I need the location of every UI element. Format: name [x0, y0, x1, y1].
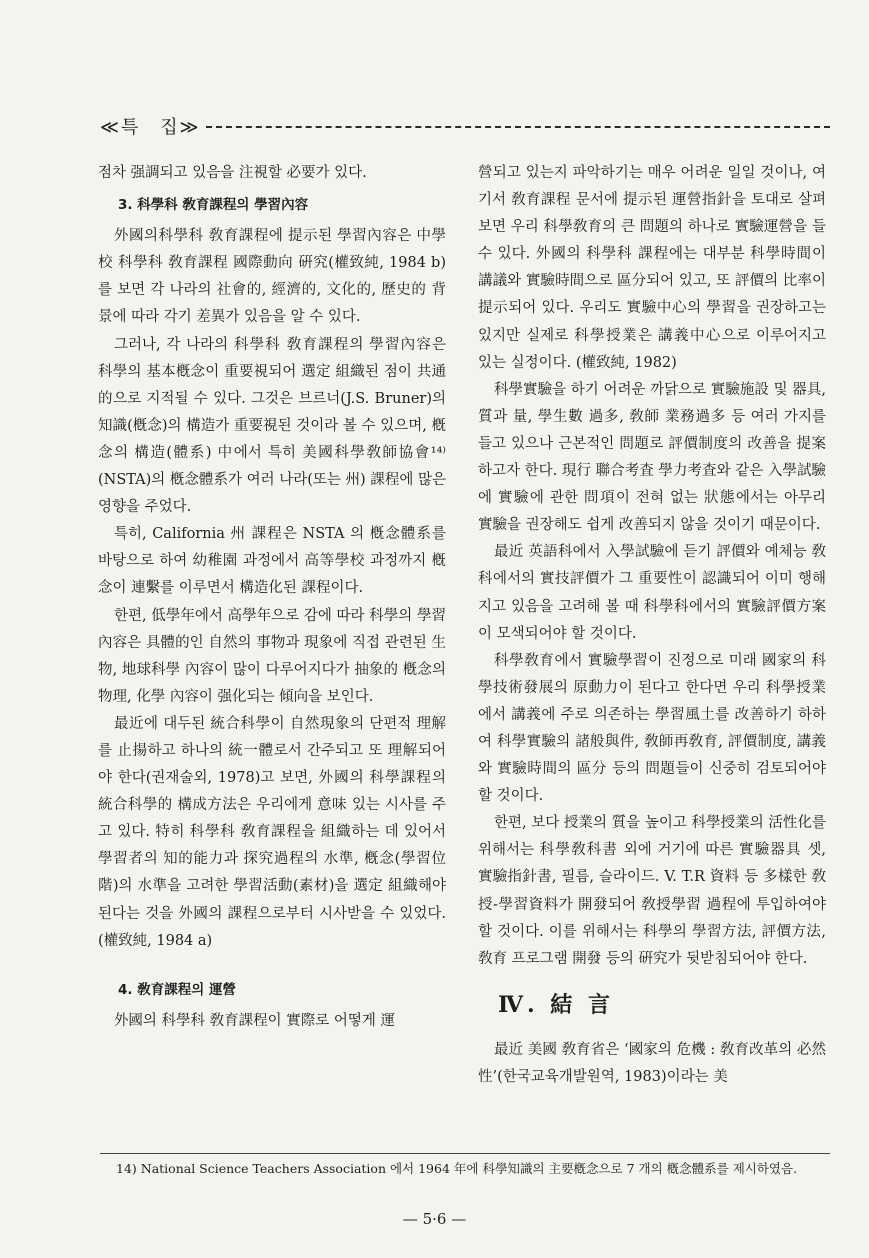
subsection-heading: 3. 科學科 敎育課程의 學習內容 — [118, 197, 309, 214]
paragraph: 科學實驗을 하기 어려운 까닭으로 實驗施設 및 器具, 質과 量, 學生數 過多, 敎師 業務過多 등 여러 가지를 들고 있으나 근본적인 問題로 評價制度의 改善을 提案하고자 한다. 現行 聯合考査 學力考査와 같은 入學試驗에 實驗에 관한 問項이 전혀 없는 狀態에서는 아무리 實驗을 권장해도 쉽게 改善되지 않을 것이기 때문이다. — [478, 381, 826, 534]
section-label: ≪특 집≫ — [100, 117, 201, 138]
footnote-divider — [100, 1153, 830, 1154]
subsection-heading: 4. 敎育課程의 運營 — [118, 981, 236, 998]
paragraph: 外國의 科學科 敎育課程이 實際로 어떻게 運 — [113, 1012, 396, 1029]
paragraph: 科學敎育에서 實驗學習이 진정으로 미래 國家의 科學技術發展의 原動力이 된다고 한다면 우리 科學授業에서 講義에 주로 의존하는 學習風土를 改善하기 하하여 科學實驗의 諸般與件, 敎師再敎育, 評價制度, 講義와 實驗時間의 區分 등의 問題들이 신중히 검토되어야 할 것이다. — [478, 652, 826, 805]
paragraph: 그러나, 각 나라의 科學科 敎育課程의 學習內容은 科學의 基本槪念이 重要視되어 選定 組織된 점이 共通的으로 지적될 수 있다. 그것은 브르너(J.S. Bruner)의 知識(槪念)의 構造가 重要視된 것이라 볼 수 있으며, 槪念의 構造(體系) 中에서 특히 美國科學敎師協會¹⁴⁾(NSTA)의 槪念體系가 여러 나라(또는 州) 課程에 많은 영향을 주었다. — [98, 336, 446, 516]
header-dashed-rule — [206, 126, 830, 128]
paragraph: 外國의科學科 敎育課程에 提示된 學習內容은 中學校 科學科 敎育課程 國際動向 硏究(權致純, 1984 b)를 보면 각 나라의 社會的, 經濟的, 文化的, 歷史的 背景에 따라 각기 差異가 있음을 알 수 있다. — [98, 228, 446, 326]
paragraph: 營되고 있는지 파악하기는 매우 어려운 일일 것이나, 여기서 敎育課程 문서에 提示된 運營指針을 토대로 살펴보면 우리 科學敎育의 큰 問題의 하나로 實驗運營을 들 수 있다. 外國의 科學科 課程에는 대부분 科學時間이 講議와 實驗時間으로 區分되어 있고, 또 評價의 比率이 提示되어 있다. 우리도 實驗中心의 學習을 권장하고는 있지만 실제로 科學授業은 講義中心으로 이루어지고 있는 실정이다. (權致純, 1982) — [478, 165, 826, 371]
paragraph: 最近 英語科에서 入學試驗에 듣기 評價와 예체능 敎科에서의 實技評價가 그 重要性이 認識되어 이미 행해지고 있음을 고려해 볼 때 科學科에서의 實驗評價方案이 모색되어야 할 것이다. — [478, 544, 826, 642]
paragraph: 점차 强調되고 있음을 注視할 必要가 있다. — [98, 165, 367, 181]
paragraph: 한편, 보다 授業의 質을 높이고 科學授業의 活性化를 위해서는 科學敎科書 외에 거기에 따른 實驗器具 셋, 實驗指針書, 필름, 슬라이드. V. T.R 資料 등 多樣한 敎授-學習資料가 開發되어 敎授學習 過程에 투입하여야 할 것이다. 이를 위해서는 科學의 學習方法, 評價方法, 敎育 프로그램 開發 등의 硏究가 뒷받침되어야 한다. — [478, 815, 826, 967]
left-column — [98, 160, 446, 1035]
section-header — [100, 113, 830, 139]
paragraph: 특히, California 州 課程은 NSTA 의 槪念體系를 바탕으로 하여 幼稚園 과정에서 高等學校 과정까지 槪念이 連繫를 이루면서 構造化된 課程이다. — [98, 526, 446, 597]
paragraph: 最近 美國 敎育省은 ‘國家의 危機 : 敎育改革의 必然性’(한국교육개발원역, 1983)이라는 美 — [478, 1041, 826, 1085]
paragraph: 한편, 低學年에서 高學年으로 감에 따라 科學의 學習內容은 具體的인 自然의 事物과 現象에 직접 관련된 生物, 地球科學 內容이 많이 다루어지다가 抽象的 槪念의 物理, 化學 內容이 强化되는 傾向을 보인다. — [98, 607, 446, 705]
footnote: 14) National Science Teachers Association 에서 1964 年에 科學知識의 主要槪念으로 7 개의 槪念體系를 제시하였음. — [116, 1161, 798, 1176]
right-column — [478, 160, 826, 1091]
section-heading: Ⅳ. 結 言 — [498, 991, 614, 1018]
page-number: — 5·6 — — [402, 1210, 467, 1228]
paragraph: 最近에 대두된 統合科學이 自然現象의 단편적 理解를 止揚하고 하나의 統一體로서 간주되고 또 理解되어야 한다(권재술외, 1978)고 보면, 外國의 科學課程의 統合科學的 構成方法은 우리에게 意味 있는 시사를 주고 있다. 特히 科學科 敎育課程을 組織하는 데 있어서 學習者의 知的能力과 探究過程의 水準, 槪念(學習位階)의 水準을 고려한 學習活動(素材)을 選定 組織해야 된다는 것을 外國의 課程으로부터 시사받을 수 있었다. (權致純, 1984 a) — [98, 715, 446, 949]
